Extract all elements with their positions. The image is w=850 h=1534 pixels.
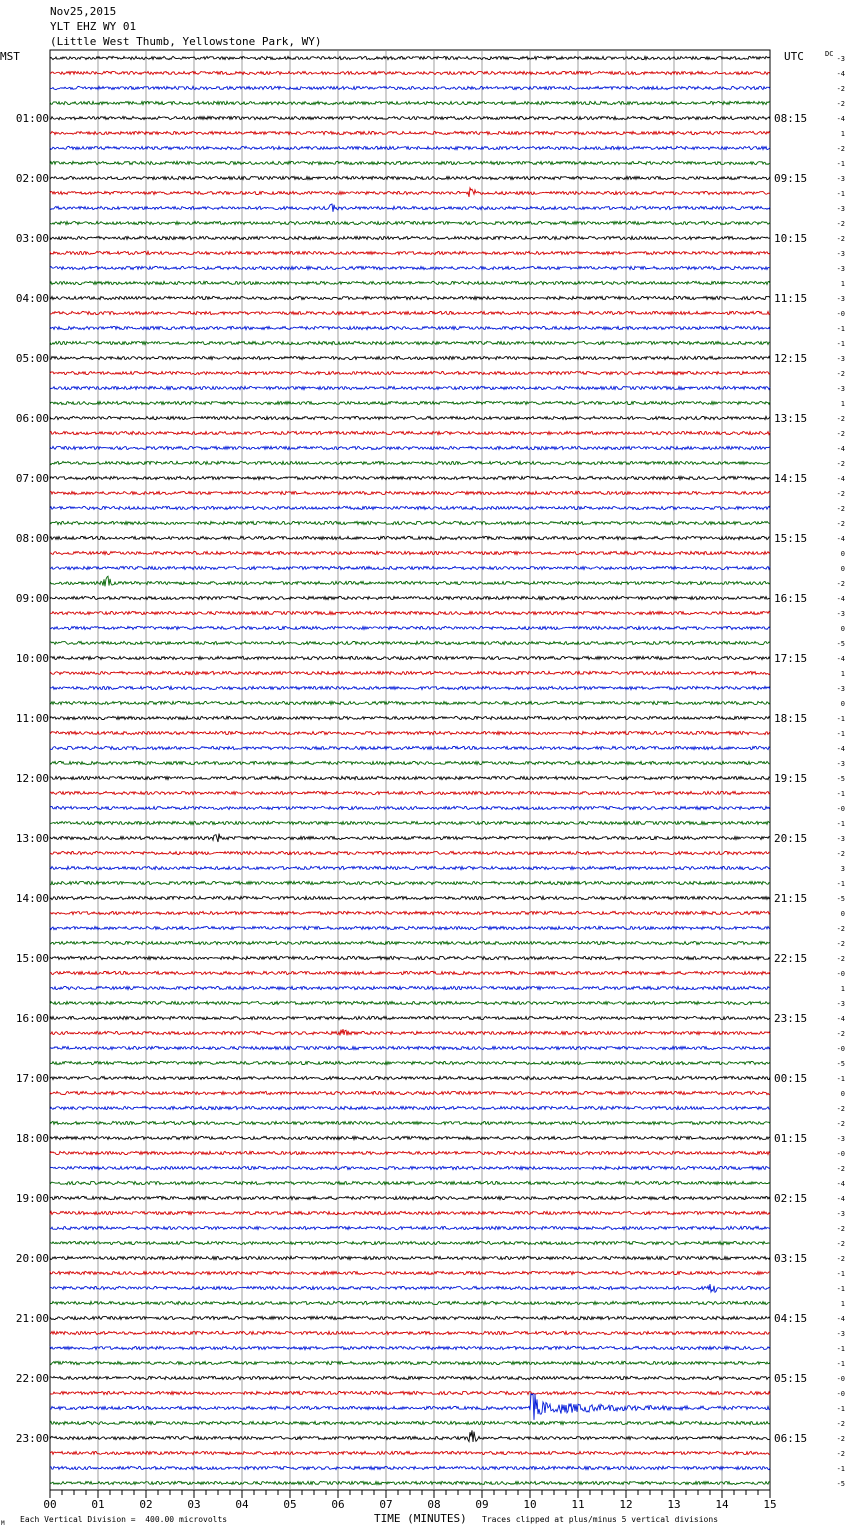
dc-offset-label: -1 — [836, 880, 845, 888]
dc-offset-label: 1 — [840, 400, 845, 408]
seismic-trace — [50, 1151, 770, 1154]
axis-labels — [16, 55, 845, 1511]
seismic-trace — [50, 926, 770, 929]
dc-offset-label: -2 — [836, 1255, 845, 1263]
seismic-trace — [50, 1394, 770, 1420]
seismic-trace — [50, 1331, 770, 1334]
x-tick-label: 06 — [331, 1498, 345, 1511]
right-hour-label: 03:15 — [774, 1252, 808, 1265]
seismic-trace — [50, 791, 770, 794]
dc-offset-label: 0 — [840, 910, 845, 918]
right-hour-label: 20:15 — [774, 832, 808, 845]
dc-offset-label: -2 — [836, 1225, 845, 1233]
right-hour-label: 19:15 — [774, 772, 808, 785]
left-hour-label: 15:00 — [15, 952, 49, 965]
right-hour-label: 13:15 — [774, 412, 808, 425]
left-hour-label: 01:00 — [15, 112, 49, 125]
seismic-trace — [50, 1376, 770, 1379]
left-hour-label: 05:00 — [15, 352, 49, 365]
seismic-trace — [50, 1316, 770, 1319]
seismic-trace — [50, 356, 770, 359]
seismic-trace — [50, 188, 770, 197]
seismic-trace — [50, 461, 770, 464]
seismic-trace — [50, 1271, 770, 1274]
dc-offset-label: -2 — [836, 520, 845, 528]
dc-offset-label: -3 — [836, 355, 845, 363]
seismic-trace — [50, 641, 770, 644]
dc-offset-label: -4 — [836, 1180, 845, 1188]
dc-offset-label: -1 — [836, 340, 845, 348]
dc-offset-label: -4 — [836, 745, 845, 753]
station-date: Nov25,2015 — [50, 5, 117, 18]
seismic-trace — [50, 1029, 770, 1035]
left-hour-label: 10:00 — [15, 652, 49, 665]
left-hour-label: 08:00 — [15, 532, 49, 545]
dc-offset-label: -3 — [836, 205, 845, 213]
dc-offset-label: 0 — [840, 625, 845, 633]
dc-offset-label: -2 — [836, 940, 845, 948]
seismic-trace — [50, 656, 770, 659]
seismic-trace — [50, 716, 770, 719]
seismic-trace — [50, 1211, 770, 1214]
seismic-trace — [50, 821, 770, 824]
dc-offset-label: -3 — [836, 55, 845, 63]
seismic-trace — [50, 476, 770, 479]
seismic-trace — [50, 911, 770, 914]
station-id: YLT EHZ WY 01 — [50, 20, 137, 33]
dc-offset-label: 1 — [840, 130, 845, 138]
dc-offset-label: -3 — [836, 835, 845, 843]
seismic-trace — [50, 1166, 770, 1169]
dc-offset-label: -3 — [836, 685, 845, 693]
dc-offset-label: -3 — [836, 295, 845, 303]
seismic-trace — [50, 281, 770, 284]
seismic-trace — [50, 1226, 770, 1229]
dc-offset-label: -4 — [836, 1195, 845, 1203]
seismic-trace — [50, 941, 770, 944]
dc-offset-label: -4 — [836, 475, 845, 483]
dc-offset-label: -2 — [836, 1435, 845, 1443]
seismic-trace — [50, 1046, 770, 1049]
seismic-trace — [50, 956, 770, 959]
dc-offset-label: -2 — [836, 145, 845, 153]
dc-offset-label: -2 — [836, 1105, 845, 1113]
dc-offset-label: -3 — [836, 1330, 845, 1338]
seismic-trace — [50, 204, 770, 212]
seismic-trace — [50, 576, 770, 586]
seismic-trace — [50, 566, 770, 569]
corner-mark: M — [1, 1520, 5, 1527]
right-hour-label: 10:15 — [774, 232, 808, 245]
dc-offset-label: -1 — [836, 790, 845, 798]
seismic-trace — [50, 611, 770, 614]
dc-offset-label: -5 — [836, 640, 845, 648]
seismic-trace — [50, 71, 770, 74]
seismic-trace — [50, 101, 770, 104]
right-hour-label: 00:15 — [774, 1072, 808, 1085]
dc-offset-label: -1 — [836, 1405, 845, 1413]
seismic-trace — [50, 371, 770, 374]
dc-offset-label: -3 — [836, 760, 845, 768]
left-hour-label: 12:00 — [15, 772, 49, 785]
left-hour-label: 11:00 — [15, 712, 49, 725]
seismic-trace — [50, 1196, 770, 1199]
dc-offset-label: -2 — [836, 1165, 845, 1173]
dc-offset-label: -1 — [836, 325, 845, 333]
dc-offset-label: -3 — [836, 1000, 845, 1008]
dc-offset-label: -2 — [836, 430, 845, 438]
x-tick-label: 04 — [235, 1498, 249, 1511]
x-tick-label: 12 — [619, 1498, 633, 1511]
right-hour-label: 06:15 — [774, 1432, 808, 1445]
dc-offset-label: -3 — [836, 610, 845, 618]
seismic-trace — [50, 146, 770, 149]
seismic-trace — [50, 971, 770, 974]
dc-offset-label: -2 — [836, 100, 845, 108]
dc-offset-label: -4 — [836, 655, 845, 663]
seismic-trace — [50, 731, 770, 734]
dc-offset-label: -0 — [836, 970, 845, 978]
right-hour-label: 16:15 — [774, 592, 808, 605]
seismic-trace — [50, 1181, 770, 1184]
right-hour-label: 12:15 — [774, 352, 808, 365]
left-hour-label: 14:00 — [15, 892, 49, 905]
seismic-trace — [50, 1016, 770, 1019]
dc-offset-label: 0 — [840, 565, 845, 573]
seismic-trace — [50, 341, 770, 344]
seismic-trace — [50, 536, 770, 539]
dc-offset-label: -4 — [836, 535, 845, 543]
x-tick-label: 09 — [475, 1498, 489, 1511]
right-hour-label: 09:15 — [774, 172, 808, 185]
dc-offset-label: -1 — [836, 1465, 845, 1473]
x-tick-label: 05 — [283, 1498, 297, 1511]
dc-offset-label: -3 — [836, 250, 845, 258]
seismic-trace — [50, 896, 770, 899]
left-hour-label: 17:00 — [15, 1072, 49, 1085]
right-hour-label: 08:15 — [774, 112, 808, 125]
right-hour-label: 23:15 — [774, 1012, 808, 1025]
x-axis-title: TIME (MINUTES) — [374, 1512, 467, 1525]
seismic-trace — [50, 266, 770, 269]
dc-offset-label: -2 — [836, 580, 845, 588]
seismic-trace — [50, 446, 770, 449]
seismic-trace — [50, 386, 770, 389]
dc-offset-label: -1 — [836, 1270, 845, 1278]
seismic-trace — [50, 881, 770, 884]
dc-offset-label: -4 — [836, 1015, 845, 1023]
dc-offset-label: -2 — [836, 955, 845, 963]
right-hour-label: 01:15 — [774, 1132, 808, 1145]
clip-note: Traces clipped at plus/minus 5 vertical divisions — [482, 1515, 719, 1524]
dc-offset-label: -2 — [836, 1420, 845, 1428]
dc-offset-label: -2 — [836, 1120, 845, 1128]
seismic-trace — [50, 1451, 770, 1454]
seismic-trace — [50, 686, 770, 689]
dc-offset-label: 0 — [840, 700, 845, 708]
seismic-trace — [50, 131, 770, 134]
dc-offset-label: -1 — [836, 160, 845, 168]
dc-offset-label: -1 — [836, 820, 845, 828]
dc-offset-label: -2 — [836, 415, 845, 423]
left-hour-label: 03:00 — [15, 232, 49, 245]
seismic-trace — [50, 491, 770, 494]
dc-offset-label: -3 — [836, 175, 845, 183]
seismic-trace — [50, 1061, 770, 1064]
seismic-trace — [50, 1466, 770, 1469]
right-hour-label: 18:15 — [774, 712, 808, 725]
dc-offset-label: -5 — [836, 895, 845, 903]
dc-offset-label: -0 — [836, 805, 845, 813]
dc-offset-label: -5 — [836, 1480, 845, 1488]
dc-offset-label: -2 — [836, 505, 845, 513]
dc-offset-label: -4 — [836, 445, 845, 453]
dc-offset-label: -3 — [836, 385, 845, 393]
dc-offset-label: -2 — [836, 1030, 845, 1038]
dc-offset-label: -2 — [836, 925, 845, 933]
seismic-trace — [50, 311, 770, 314]
dc-offset-label: -0 — [836, 310, 845, 318]
seismic-trace — [50, 1421, 770, 1424]
dc-offset-label: -1 — [836, 1285, 845, 1293]
seismic-trace — [50, 986, 770, 989]
left-hour-label: 22:00 — [15, 1372, 49, 1385]
dc-offset-label: 1 — [840, 985, 845, 993]
dc-offset-label: 1 — [840, 1300, 845, 1308]
dc-offset-label: -5 — [836, 775, 845, 783]
seismic-trace — [50, 776, 770, 779]
dc-offset-label: -4 — [836, 70, 845, 78]
x-tick-label: 11 — [571, 1498, 585, 1511]
dc-offset-label: -0 — [836, 1390, 845, 1398]
dc-offset-label: -4 — [836, 1315, 845, 1323]
dc-offset-label: -0 — [836, 1375, 845, 1383]
seismic-trace — [50, 236, 770, 239]
x-tick-label: 07 — [379, 1498, 393, 1511]
dc-offset-label: 0 — [840, 550, 845, 558]
station-location: (Little West Thumb, Yellowstone Park, WY) — [50, 35, 322, 48]
left-hour-label: 19:00 — [15, 1192, 49, 1205]
left-hour-label: 07:00 — [15, 472, 49, 485]
seismic-trace — [50, 401, 770, 404]
seismic-trace — [50, 1091, 770, 1094]
seismic-trace — [50, 1001, 770, 1004]
left-hour-label: 09:00 — [15, 592, 49, 605]
x-tick-label: 02 — [139, 1498, 153, 1511]
seismic-trace — [50, 851, 770, 854]
left-hour-label: 04:00 — [15, 292, 49, 305]
dc-offset-label: 1 — [840, 280, 845, 288]
scale-note: Each Vertical Division = 400.00 microvolts — [20, 1515, 228, 1524]
seismic-trace — [50, 834, 770, 842]
dc-offset-label: -2 — [836, 85, 845, 93]
x-tick-label: 00 — [43, 1498, 57, 1511]
x-tick-label: 13 — [667, 1498, 681, 1511]
seismic-trace — [50, 1346, 770, 1349]
left-hour-label: 06:00 — [15, 412, 49, 425]
dc-offset-label: 0 — [840, 1090, 845, 1098]
seismic-trace — [50, 296, 770, 299]
dc-offset-label: -0 — [836, 1045, 845, 1053]
right-hour-label: 04:15 — [774, 1312, 808, 1325]
seismic-trace — [50, 746, 770, 749]
seismic-trace — [50, 521, 770, 524]
seismic-trace — [50, 1361, 770, 1364]
seismic-trace — [50, 551, 770, 554]
x-tick-label: 10 — [523, 1498, 537, 1511]
seismic-trace — [50, 1136, 770, 1139]
seismic-trace — [50, 86, 770, 89]
left-hour-label: 13:00 — [15, 832, 49, 845]
dc-offset-label: -2 — [836, 850, 845, 858]
seismic-trace — [50, 416, 770, 419]
seismic-trace — [50, 1391, 770, 1394]
dc-offset-label: -2 — [836, 370, 845, 378]
dc-offset-label: -0 — [836, 1150, 845, 1158]
dc-offset-label: -1 — [836, 1345, 845, 1353]
seismic-trace — [50, 1481, 770, 1484]
right-timezone-label: UTC — [784, 50, 804, 63]
traces — [50, 56, 770, 1484]
seismic-trace — [50, 161, 770, 164]
seismic-trace — [50, 251, 770, 254]
seismic-trace — [50, 1256, 770, 1259]
x-tick-label: 01 — [91, 1498, 105, 1511]
dc-offset-label: -1 — [836, 1360, 845, 1368]
dc-offset-label: -1 — [836, 715, 845, 723]
seismic-trace — [50, 626, 770, 629]
seismic-trace — [50, 671, 770, 674]
dc-offset-label: -3 — [836, 265, 845, 273]
dc-offset-label: -5 — [836, 1060, 845, 1068]
dc-offset-label: -3 — [836, 1210, 845, 1218]
dc-offset-label: -1 — [836, 1075, 845, 1083]
seismic-trace — [50, 56, 770, 59]
seismic-trace — [50, 506, 770, 509]
seismic-trace — [50, 1241, 770, 1244]
x-tick-label: 03 — [187, 1498, 201, 1511]
dc-label: DC — [825, 50, 834, 58]
seismic-trace — [50, 1284, 770, 1292]
right-hour-label: 22:15 — [774, 952, 808, 965]
left-hour-label: 21:00 — [15, 1312, 49, 1325]
x-tick-label: 14 — [715, 1498, 729, 1511]
seismic-trace — [50, 1121, 770, 1124]
x-tick-label: 08 — [427, 1498, 441, 1511]
dc-offset-label: -2 — [836, 460, 845, 468]
dc-offset-label: 3 — [840, 865, 845, 873]
left-hour-label: 18:00 — [15, 1132, 49, 1145]
left-hour-label: 16:00 — [15, 1012, 49, 1025]
right-hour-label: 14:15 — [774, 472, 808, 485]
seismic-trace — [50, 1076, 770, 1079]
seismic-trace — [50, 1301, 770, 1304]
left-timezone-label: MST — [0, 50, 20, 63]
seismic-trace — [50, 221, 770, 224]
seismic-trace — [50, 1430, 770, 1442]
dc-offset-label: -2 — [836, 1240, 845, 1248]
seismic-trace — [50, 431, 770, 434]
right-hour-label: 02:15 — [774, 1192, 808, 1205]
dc-offset-label: -2 — [836, 235, 845, 243]
seismic-trace — [50, 116, 770, 119]
seismic-trace — [50, 806, 770, 809]
dc-offset-label: -1 — [836, 730, 845, 738]
right-hour-label: 15:15 — [774, 532, 808, 545]
seismic-trace — [50, 596, 770, 599]
seismic-trace — [50, 761, 770, 764]
dc-offset-label: -3 — [836, 1135, 845, 1143]
left-hour-label: 23:00 — [15, 1432, 49, 1445]
seismic-trace — [50, 326, 770, 329]
left-hour-label: 20:00 — [15, 1252, 49, 1265]
dc-offset-label: -4 — [836, 115, 845, 123]
seismic-trace — [50, 866, 770, 869]
dc-offset-label: -4 — [836, 595, 845, 603]
dc-offset-label: -1 — [836, 190, 845, 198]
dc-offset-label: -2 — [836, 490, 845, 498]
right-hour-label: 05:15 — [774, 1372, 808, 1385]
dc-offset-label: 1 — [840, 670, 845, 678]
dc-offset-label: -2 — [836, 1450, 845, 1458]
right-hour-label: 17:15 — [774, 652, 808, 665]
left-hour-label: 02:00 — [15, 172, 49, 185]
seismic-trace — [50, 1106, 770, 1109]
x-tick-label: 15 — [763, 1498, 777, 1511]
seismic-trace — [50, 701, 770, 704]
right-hour-label: 21:15 — [774, 892, 808, 905]
dc-offset-label: -2 — [836, 220, 845, 228]
seismic-trace — [50, 176, 770, 179]
right-hour-label: 11:15 — [774, 292, 808, 305]
